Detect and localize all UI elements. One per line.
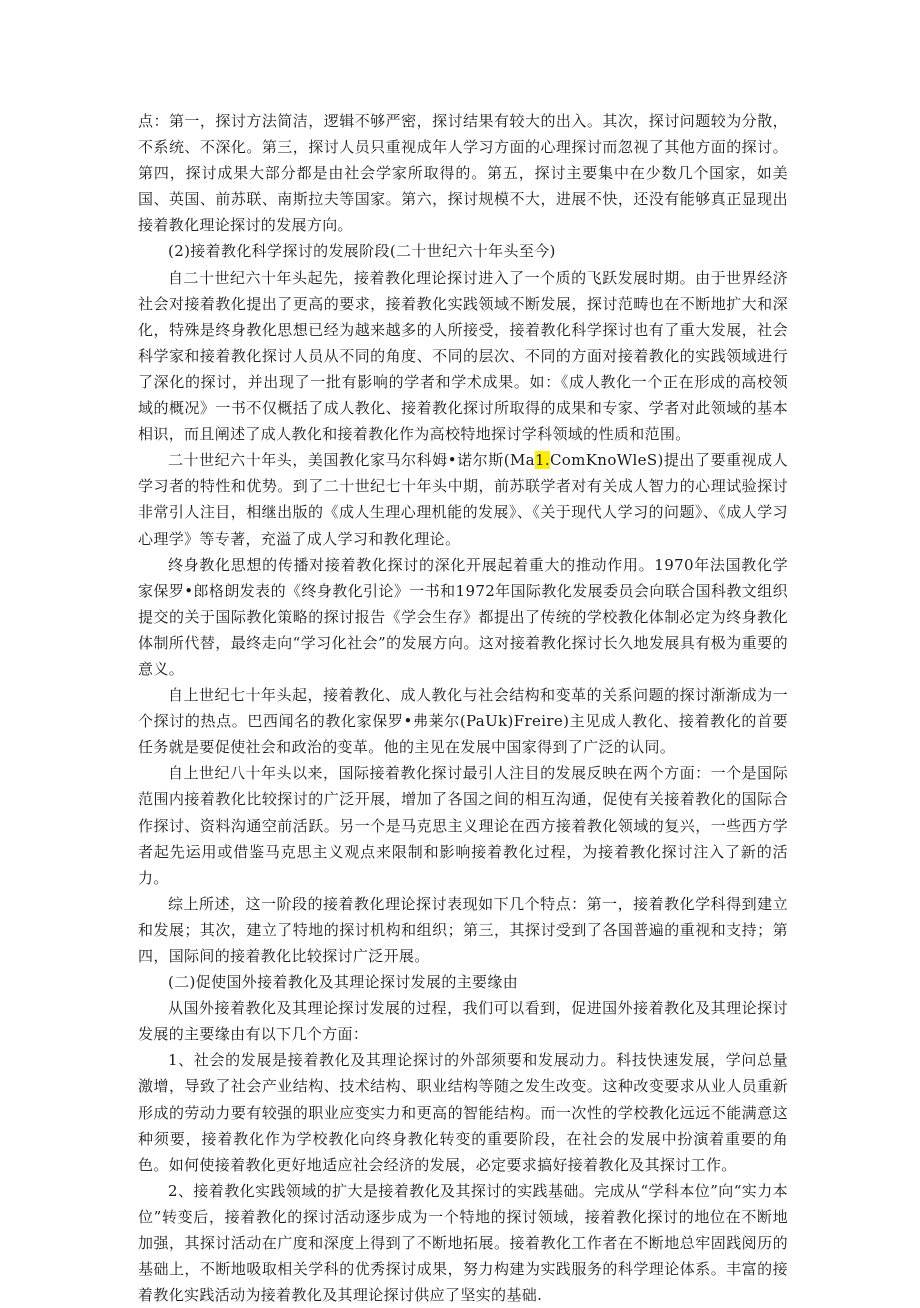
knowles-text-after: ComKnoWleS)提出了要重视成人学习者的特性和优势。到了二十世纪七十年头中期，前苏联学者对有关成人智力的心理试验探讨非常引人注目，相继出版的《成人生理心理机能的发展》、《关于现代人学习的问题》、《成人学习心理学》等专著，充溢了成人学习和教化理论。 <box>138 451 788 548</box>
section-heading-development-stage: (2)接着教化科学探讨的发展阶段(二十世纪六十年头至今) <box>168 242 556 261</box>
paragraph-reasons-intro: 从国外接着教化及其理论探讨发展的过程，我们可以看到，促进国外接着教化及其理论探讨发展的主要缘由有以下几个方面： <box>138 999 788 1044</box>
highlighted-text: 1. <box>534 451 550 470</box>
section-heading-reasons: (二)促使国外接着教化及其理论探讨发展的主要缘由 <box>168 973 519 992</box>
document-body <box>138 108 788 1308</box>
knowles-text-before: 二十世纪六十年头，美国教化家马尔科姆•诺尔斯(Ma <box>168 451 535 470</box>
paragraph-1960s-leap: 自二十世纪六十年头起先，接着教化理论探讨进入了一个质的飞跃发展时期。由于世界经济社会对接着教化提出了更高的要求，接着教化实践领域不断发展，探讨范畴也在不断地扩大和深化，特殊是终身教化思想已经为越来越多的人所接受，接着教化科学探讨也有了重大发展，社会科学家和接着教化探讨人员从不同的角度、不同的层次、不同的方面对接着教化的实践领域进行了深化的探讨，并出现了一批有影响的学者和学术成果。如：《成人教化一个正在形成的高校领域的概况》一书不仅概括了成人教化、接着教化探讨所取得的成果和专家、学者对此领域的基本相识，而且阐述了成人教化和接着教化作为高校特地探讨学科领域的性质和范围。 <box>138 268 788 444</box>
paragraph-reason-1: 1、社会的发展是接着教化及其理论探讨的外部须要和发展动力。科技快速发展，学问总量激增，导致了社会产业结构、技术结构、职业结构等随之发生改变。这种改变要求从业人员重新形成的劳动力要有较强的职业应变实力和更高的智能结构。而一次性的学校教化远远不能满意这种须要，接着教化作为学校教化向终身教化转变的重要阶段，在社会的发展中扮演着重要的角色。如何使接着教化更好地适应社会经济的发展，必定要求搞好接着教化及其探讨工作。 <box>138 1051 788 1174</box>
paragraph-research-limitations: 点：第一，探讨方法简洁，逻辑不够严密，探讨结果有较大的出入。其次，探讨问题较为分散，不系统、不深化。第三，探讨人员只重视成年人学习方面的心理探讨而忽视了其他方面的探讨。第四，探讨成果大部分都是由社会学家所取得的。第五，探讨主要集中在少数几个国家，如美国、英国、前苏联、南斯拉夫等国家。第六，探讨规模不大，进展不快，还没有能够真正显现出接着教化理论探讨的发展方向。 <box>138 112 788 235</box>
paragraph-lifelong-education: 终身教化思想的传播对接着教化探讨的深化开展起着重大的推动作用。1970年法国教化学家保罗•郎格朗发表的《终身教化引论》一书和1972年国际教化发展委员会向联合国科教文组织提交的关于国际教化策略的探讨报告《学会生存》都提出了传统的学校教化体制必定为终身教化体制所代替，最终走向“学习化社会”的发展方向。这对接着教化探讨长久地发展具有极为重要的意义。 <box>138 555 788 678</box>
paragraph-freire: 自上世纪七十年头起，接着教化、成人教化与社会结构和变革的关系问题的探讨渐渐成为一个探讨的热点。巴西闻名的教化家保罗•弗莱尔(PaUk)Freire)主见成人教化、接着教化的首要任务就是要促使社会和政治的变革。他的主见在发展中国家得到了广泛的认同。 <box>138 686 788 757</box>
paragraph-knowles <box>138 447 788 551</box>
paragraph-summary: 综上所述，这一阶段的接着教化理论探讨表现如下几个特点：第一，接着教化学科得到建立和发展；其次，建立了特地的探讨机构和组织；第三，其探讨受到了各国普遍的重视和支持；第四，国际间的接着教化比较探讨广泛开展。 <box>138 894 788 965</box>
paragraph-reason-2: 2、接着教化实践领域的扩大是接着教化及其探讨的实践基础。完成从“学科本位”向“实力本位”转变后，接着教化的探讨活动逐步成为一个特地的探讨领域，接着教化探讨的地位在不断地加强，其探讨活动在广度和深度上得到了不断地拓展。接着教化工作者在不断地总牢固践阅历的基础上，不断地吸取相关学科的优秀探讨成果，努力构建为实践服务的科学理论体系。丰富的接着教化实践活动为接着教化及其理论探讨供应了坚实的基础. <box>138 1181 788 1305</box>
paragraph-1980s: 自上世纪八十年头以来，国际接着教化探讨最引人注目的发展反映在两个方面：一个是国际范围内接着教化比较探讨的广泛开展，增加了各国之间的相互沟通，促使有关接着教化的国际合作探讨、资料沟通空前活跃。另一个是马克思主义理论在西方接着教化领域的复兴，一些西方学者起先运用或借鉴马克思主义观点来限制和影响接着教化过程，为接着教化探讨注入了新的活力。 <box>138 764 788 887</box>
